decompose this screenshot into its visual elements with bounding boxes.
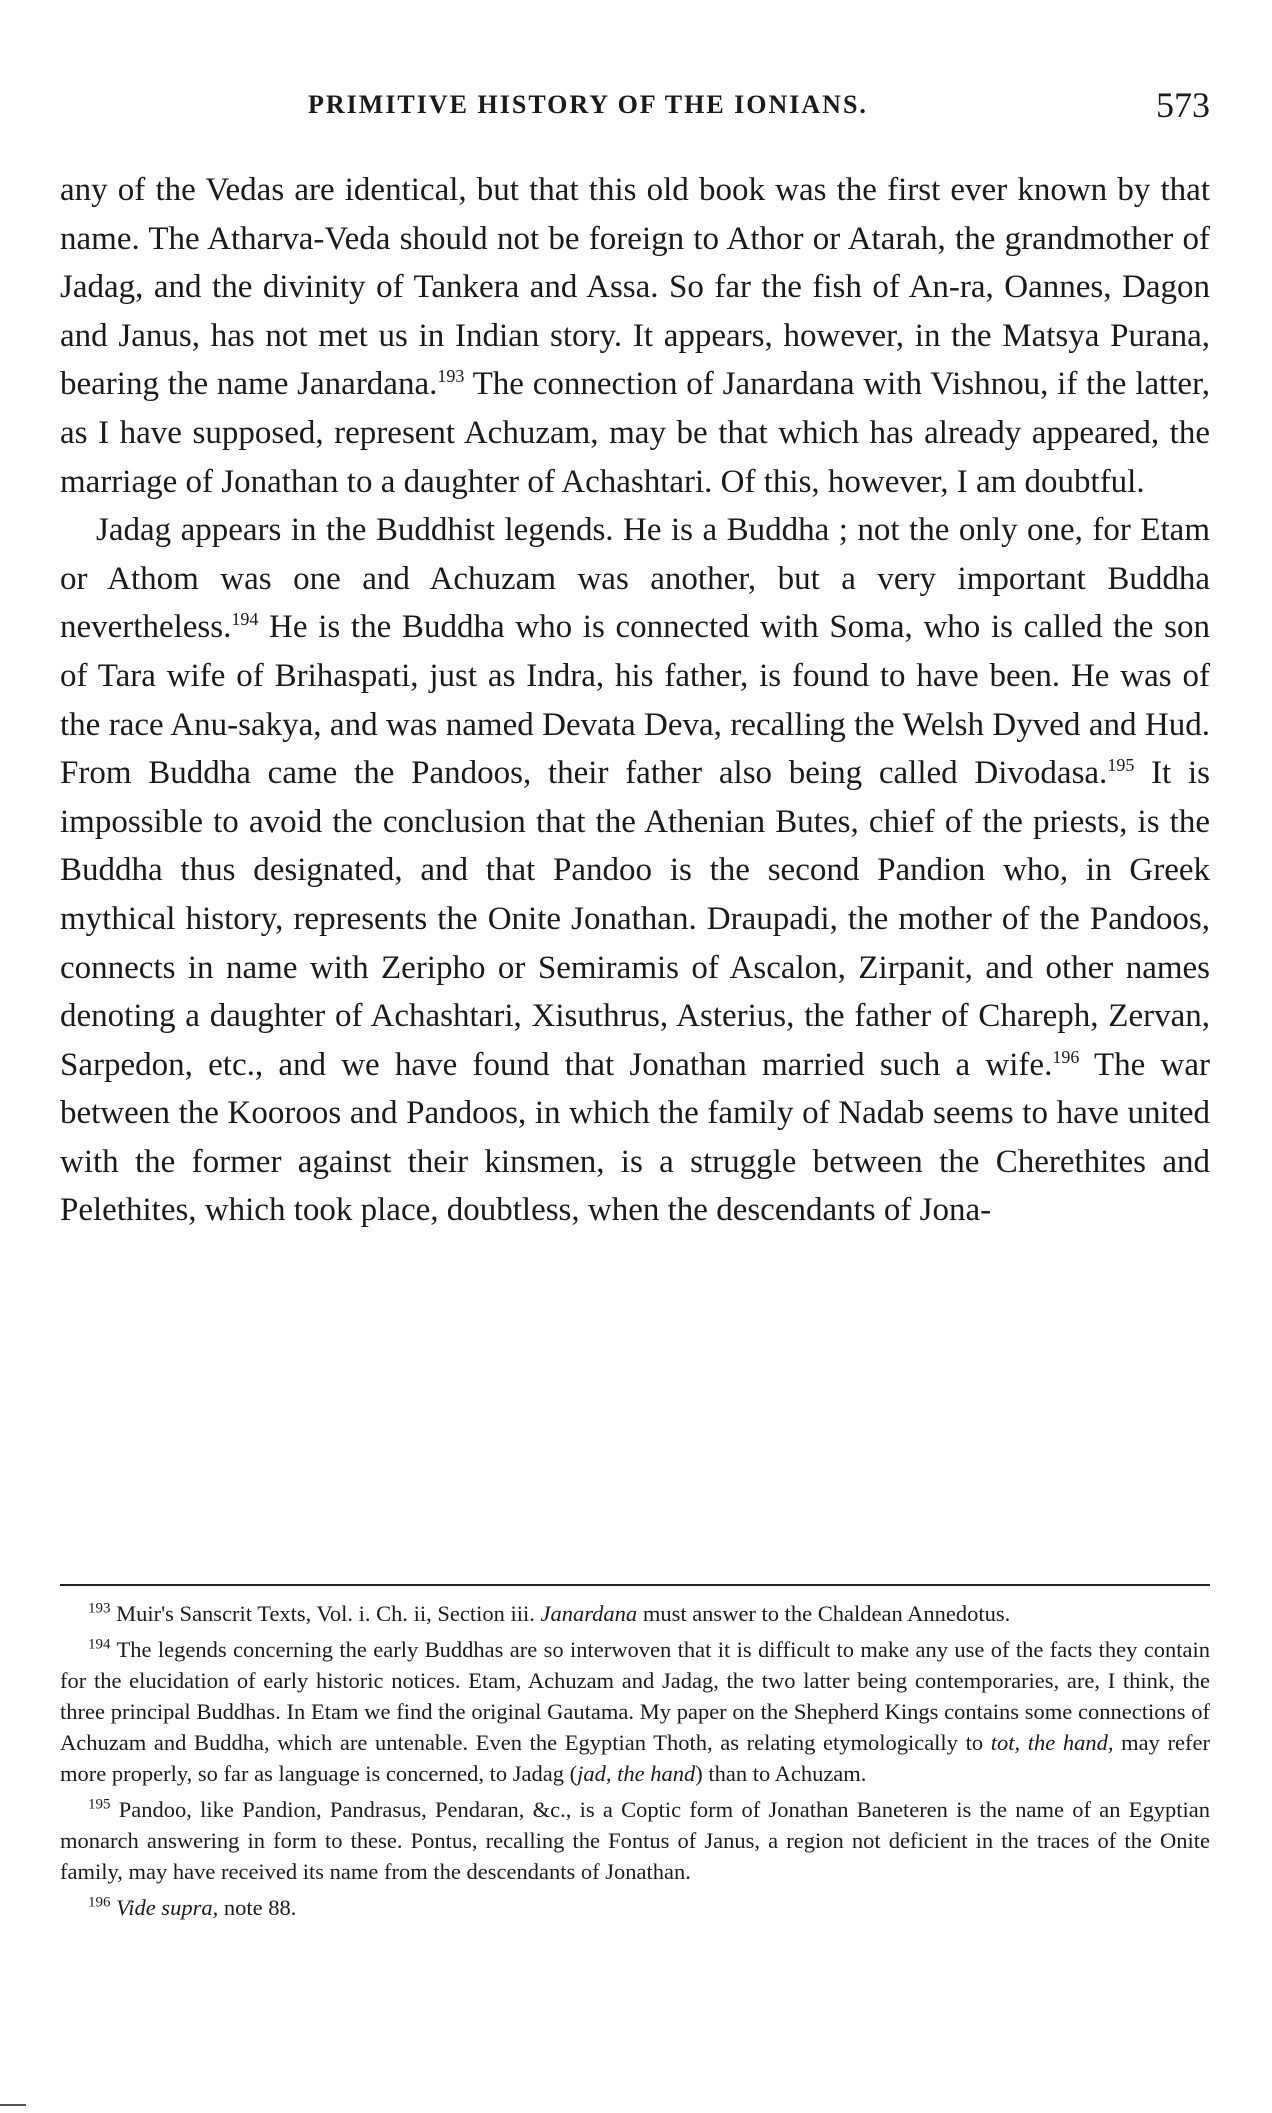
footnote-text: note 88. bbox=[218, 1895, 297, 1920]
page-number: 573 bbox=[1156, 85, 1210, 125]
scan-edge-mark bbox=[0, 2104, 26, 2106]
footnote-text: must answer to the Chaldean Annedotus. bbox=[637, 1601, 1011, 1626]
note-ref-195: 195 bbox=[1107, 755, 1135, 776]
footnote-number: 195 bbox=[88, 1796, 111, 1813]
footnote-italic-text: tot, the hand, bbox=[990, 1730, 1114, 1755]
running-head bbox=[60, 84, 1210, 128]
footnotes bbox=[60, 1598, 1210, 1928]
footnote-italic-text: jad, the hand bbox=[577, 1761, 696, 1786]
note-ref-196: 196 bbox=[1052, 1046, 1080, 1067]
footnote-text: may refer more properly, so far as language is concerned, to Jadag ( bbox=[60, 1730, 1210, 1786]
note-ref-194: 194 bbox=[231, 609, 259, 630]
footnote-italic-text: Janardana bbox=[540, 1601, 638, 1626]
footnote-195 bbox=[60, 1794, 1210, 1887]
paragraph-1 bbox=[60, 166, 1210, 506]
footnote-number: 196 bbox=[88, 1894, 111, 1911]
paragraph-1-text-a: any of the Vedas are identical, but that this old book was the first ever known by that name. The Atharva-Veda should not be foreign to Athor or Atarah, the grandmother of Jadag, and the divinity of Tankera and Assa. So far the fish of An-ra, Oannes, Dagon and Janus, has not met us in Indian story. It appears, however, in the Matsya Purana, bearing the name Janardana. bbox=[60, 172, 1210, 403]
paragraph-2-text-b: He is the Buddha who is connected with Soma, who is called the son of Tara wife of Brihaspati, just as Indra, his father, is found to have been. He was of the race Anu-sakya, and was named Devata Deva, recalling the Welsh Dyved and Hud. From Buddha came the Pandoos, their father also being called Divodasa. bbox=[60, 609, 1210, 792]
footnote-text: ) than to Achuzam. bbox=[695, 1761, 867, 1786]
footnote-194 bbox=[60, 1634, 1210, 1789]
note-ref-193: 193 bbox=[437, 366, 465, 387]
footnote-number: 194 bbox=[88, 1636, 111, 1653]
footnote-italic-text: Vide supra, bbox=[116, 1895, 219, 1920]
footnote-196 bbox=[60, 1892, 1210, 1923]
footnote-text: Muir's Sanscrit Texts, Vol. i. Ch. ii, Section iii. bbox=[116, 1601, 541, 1626]
running-title: PRIMITIVE HISTORY OF THE IONIANS. bbox=[308, 90, 868, 119]
footnote-193 bbox=[60, 1598, 1210, 1629]
paragraph-2 bbox=[60, 506, 1210, 1235]
footnote-number: 193 bbox=[88, 1600, 111, 1617]
footnote-text: Pandoo, like Pandion, Pandrasus, Pendaran, &c., is a Coptic form of Jonathan Baneteren is the name of an Egyptian monarch answering in form to these. Pontus, recalling the Fontus of Janus, a region not deficient in the traces of the Onite family, may have received its name from the descendants of Jonathan. bbox=[60, 1797, 1211, 1884]
paragraph-1-text-b: The connection of Janardana with Vishnou, if the latter, as I have supposed, represent Achuzam, may be that which has already appeared, the marriage of Jonathan to a daughter of Achashtari. Of this, however, I am doubtful. bbox=[60, 366, 1210, 500]
footnote-divider bbox=[60, 1584, 1210, 1586]
footnote-text: The legends concerning the early Buddhas are so interwoven that it is difficult to make any use of the facts they contain for the elucidation of early historic notices. Etam, Achuzam and Jadag, the two latter being contemporaries, are, I think, the three principal Buddhas. In Etam we find the original Gautama. My paper on the Shepherd Kings contains some connections of Achuzam and Buddha, which are untenable. Even the Egyptian Thoth, as relating etymologically to bbox=[60, 1637, 1211, 1755]
paragraph-2-text-a: Jadag appears in the Buddhist legends. He is a Buddha ; not the only one, for Etam or Athom was one and Achuzam was another, but a very important Buddha nevertheless. bbox=[60, 512, 1210, 646]
paragraph-2-text-c: It is impossible to avoid the conclusion that the Athenian Butes, chief of the priests, is the Buddha thus designated, and that Pandoo is the second Pandion who, in Greek mythical history, represents the Onite Jonathan. Draupadi, the mother of the Pandoos, connects in name with Zeripho or Semiramis of Ascalon, Zirpanit, and other names denoting a daughter of Achashtari, Xisuthrus, Asterius, the father of Chareph, Zervan, Sarpedon, etc., and we have found that Jonathan married such a wife. bbox=[60, 755, 1210, 1083]
paragraph-2-text-d: The war between the Kooroos and Pandoos, in which the family of Nadab seems to have united with the former against their kinsmen, is a struggle between the Cherethites and Pelethites, which took place, doubtless, when the descendants of Jona- bbox=[60, 1046, 1210, 1229]
body-text bbox=[60, 166, 1210, 1235]
